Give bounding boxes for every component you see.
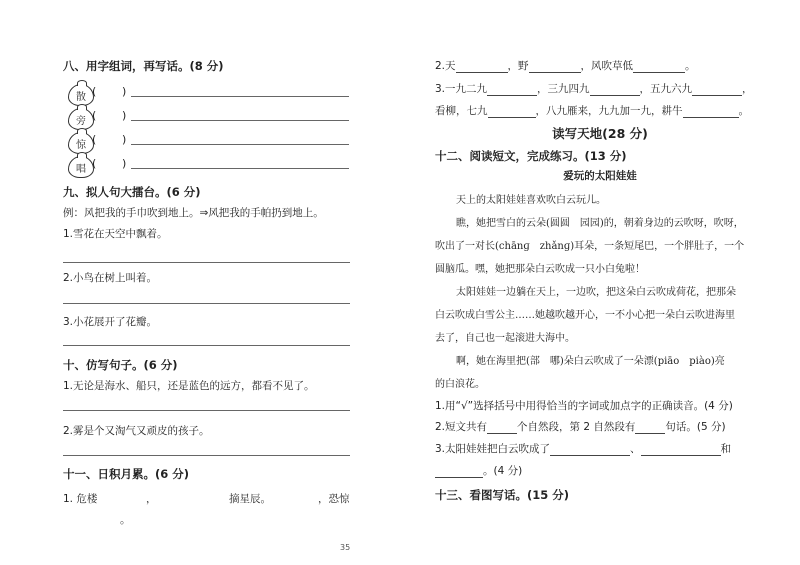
paren-open: ( [92, 133, 97, 146]
story-line-9: 的白浪花。 [435, 379, 485, 390]
poem-2-c: ，风吹草低 [580, 60, 634, 72]
blank[interactable] [641, 445, 721, 456]
char-chang: 唱 [76, 164, 86, 175]
blank[interactable] [487, 85, 537, 96]
story-line-5: 太阳娃娃一边躺在天上，一边吹，把这朵白云吹成荷花，把那朵 [456, 287, 736, 298]
char-pang: 旁 [76, 116, 86, 127]
section-10-item-1: 1.无论是海水、船只，还是蓝色的远方，都看不见了。 [63, 380, 315, 392]
blank[interactable] [692, 85, 742, 96]
paren-close: ) [122, 109, 127, 122]
q2-a: 2.短文共有 [435, 421, 488, 433]
answer-line[interactable] [63, 303, 350, 304]
peach-char-box [68, 84, 97, 106]
poem-2-b: ，野 [507, 60, 529, 72]
section-title: 读写天地(28 分) [552, 126, 648, 141]
q3-b: 、 [630, 443, 641, 455]
blank[interactable] [456, 62, 508, 73]
story-paragraph-1: 天上的太阳娃娃喜欢吹白云玩儿。 [456, 195, 606, 206]
answer-line[interactable] [131, 120, 349, 121]
paren-close: ) [122, 133, 127, 146]
answer-line[interactable] [131, 168, 349, 169]
blank[interactable] [633, 62, 685, 73]
q3-tail: 。(4 分) [483, 465, 523, 477]
paren-open: ( [92, 157, 97, 170]
idiom-part-3: ，恐惊 [318, 493, 350, 505]
story-line-7: 去了，自己也一起滚进大海中。 [435, 333, 575, 344]
question-3 [435, 441, 731, 456]
story-line-2: 瞧，她把雪白的云朵(圆圆 园园)的，朝着身边的云吹呀，吹呀， [456, 218, 744, 229]
section-9-item-1: 1.雪花在天空中飘着。 [63, 228, 168, 240]
poem-3-b: ，三九四九 [537, 83, 590, 95]
poem-2-a: 2.天 [435, 60, 456, 72]
answer-line[interactable] [63, 455, 350, 456]
q2-b: 个自然段，第 2 自然段有 [517, 421, 636, 433]
poem-line-2 [435, 58, 696, 73]
page-number: 35 [340, 543, 351, 552]
poem-4-c: 。 [738, 105, 749, 117]
story-title: 爱玩的太阳娃娃 [563, 170, 637, 182]
poem-3-d: ， [742, 83, 753, 95]
question-2 [435, 419, 726, 434]
section-9-example: 例：风把我的手巾吹到地上。⇒风把我的手帕扔到地上。 [63, 207, 324, 219]
idiom-part-1: 1. 危楼 [63, 493, 98, 505]
poem-4-b: ，八九雁来，九九加一九，耕牛 [535, 105, 683, 117]
q3-c: 和 [720, 443, 732, 455]
section-8-heading: 八、用字组词，再写话。(8 分) [63, 59, 224, 73]
blank[interactable] [488, 107, 536, 118]
question-1: 1.用“√”选择括号中用得恰当的字词或加点字的正确读音。(4 分) [435, 400, 733, 412]
paren-open: ( [92, 85, 97, 98]
idiom-comma: ， [146, 493, 157, 505]
blank[interactable] [529, 62, 581, 73]
paren-close: ) [122, 157, 127, 170]
story-line-6: 白云吹成白雪公主……她越吹越开心，一不小心把一朵白云吹进海里 [435, 310, 735, 321]
section-9-item-3: 3.小花展开了花瓣。 [63, 316, 158, 328]
section-11-heading: 十一、日积月累。(6 分) [63, 467, 190, 481]
answer-line[interactable] [63, 410, 350, 411]
answer-line[interactable] [63, 345, 350, 346]
answer-line[interactable] [63, 262, 350, 263]
section-9-item-2: 2.小鸟在树上叫着。 [63, 272, 158, 284]
poem-2-d: 。 [685, 60, 696, 72]
right-page [400, 0, 800, 565]
peach-char-box [68, 156, 97, 178]
idiom-part-2: 摘星辰。 [229, 493, 271, 505]
q3-a: 3.太阳娃娃把白云吹成了 [435, 443, 551, 455]
section-10-item-2: 2.雾是个又淘气又顽皮的孩子。 [63, 425, 210, 437]
blank[interactable] [635, 423, 665, 434]
peach-char-box [68, 108, 97, 130]
question-3-tail-line [435, 463, 522, 478]
story-line-4: 圆脑瓜。嘿，她把那朵白云吹成一只小白兔啦！ [435, 264, 645, 275]
section-10-heading: 十、仿写句子。(6 分) [63, 358, 178, 372]
answer-line[interactable] [131, 144, 349, 145]
idiom-tail: 。 [120, 514, 131, 526]
poem-3-a: 3.一九二九 [435, 83, 488, 95]
blank[interactable] [683, 107, 739, 118]
blank[interactable] [550, 445, 630, 456]
blank[interactable] [435, 467, 483, 478]
answer-line[interactable] [131, 96, 349, 97]
section-9-heading: 九、拟人句大擂台。(6 分) [63, 185, 201, 199]
blank[interactable] [590, 85, 640, 96]
peach-char-box [68, 132, 97, 154]
paren-open: ( [92, 109, 97, 122]
paren-close: ) [122, 85, 127, 98]
poem-4-a: 看柳，七九 [435, 105, 488, 117]
poem-line-4 [435, 103, 749, 118]
section-13-heading: 十三、看图写话。(15 分) [435, 488, 570, 502]
char-jing: 惊 [76, 140, 86, 151]
section-12-heading: 十二、阅读短文，完成练习。(13 分) [435, 149, 627, 163]
poem-3-c: ，五九六九 [639, 83, 693, 95]
poem-line-3 [435, 81, 753, 96]
blank[interactable] [487, 423, 517, 434]
story-line-3: 吹出了一对长(chānɡ zhǎnɡ)耳朵，一条短尾巴，一个胖肚子，一个 [435, 241, 745, 252]
story-line-8: 啊，她在海里把(部 哪)朵白云吹成了一朵漂(piāo piào)亮 [456, 356, 725, 367]
q2-c: 句话。(5 分) [665, 421, 726, 433]
char-san: 散 [76, 92, 86, 103]
